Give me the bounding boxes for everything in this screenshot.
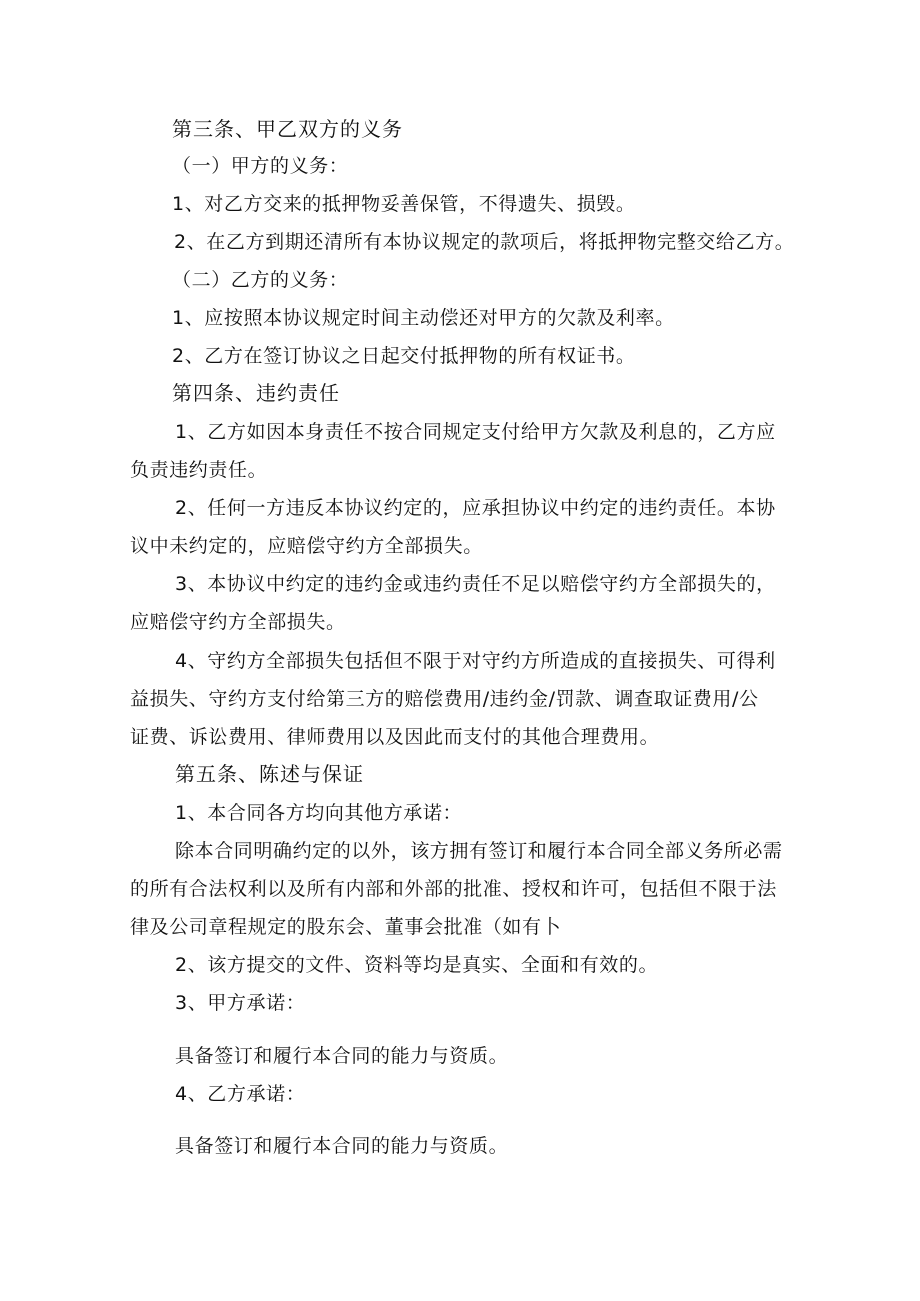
party-a-item1: 1、对乙方交来的抵押物妥善保管，不得遗失、损毁。 [172,193,636,215]
article4-item4-line2: 益损失、守约方支付给第三方的赔偿费用/违约金/罚款、调查取证费用/公 [130,688,759,710]
party-b-item1: 1、应按照本协议规定时间主动偿还对甲方的欠款及利率。 [172,307,675,329]
article4-item4-line3: 证费、诉讼费用、律师费用以及因此而支付的其他合理费用。 [130,726,660,748]
article4-title: 第四条、违约责任 [172,381,340,405]
article4-item2-line1: 2、任何一方违反本协议约定的，应承担协议中约定的违约责任。本协 [175,497,776,519]
article5-item1: 1、本合同各方均向其他方承诺： [175,802,463,824]
article5-item3: 3、甲方承诺： [175,992,306,1014]
article4-item4-line1: 4、守约方全部损失包括但不限于对守约方所造成的直接损失、可得利 [175,650,776,672]
party-a-heading: （一）甲方的义务： [172,155,349,177]
article5-item1-text-line3: 律及公司章程规定的股东会、董事会批准（如有卜 [130,916,562,938]
article5-item2: 2、该方提交的文件、资料等均是真实、全面和有效的。 [175,954,659,976]
article4-item3-line2: 应赔偿守约方全部损失。 [130,611,346,633]
party-b-item2: 2、乙方在签订协议之日起交付抵押物的所有权证书。 [172,345,636,367]
article4-item1-line2: 负责违约责任。 [130,459,268,481]
article4-item3-line1: 3、本协议中约定的违约金或违约责任不足以赔偿守约方全部损失的， [175,573,776,595]
party-a-item2: 2、在乙方到期还清所有本协议规定的款项后，将抵押物完整交给乙方。 [174,231,795,253]
article4-item1-line1: 1、乙方如因本身责任不按合同规定支付给甲方欠款及利息的，乙方应 [175,421,776,443]
article4-item2-line2: 议中未约定的，应赔偿守约方全部损失。 [130,535,483,557]
article5-item4-text: 具备签订和履行本合同的能力与资质。 [175,1135,509,1157]
article5-title: 第五条、陈述与保证 [175,762,364,786]
article5-item1-text-line1: 除本合同明确约定的以外，该方拥有签订和履行本合同全部义务所必需 [175,840,783,862]
article5-item4: 4、乙方承诺： [175,1083,306,1105]
party-b-heading: （二）乙方的义务： [172,269,349,291]
article5-item3-text: 具备签订和履行本合同的能力与资质。 [175,1045,509,1067]
article3-title: 第三条、甲乙双方的义务 [172,117,403,141]
article5-item1-text-line2: 的所有合法权利以及所有内部和外部的批准、授权和许可，包括但不限于法 [130,878,777,900]
